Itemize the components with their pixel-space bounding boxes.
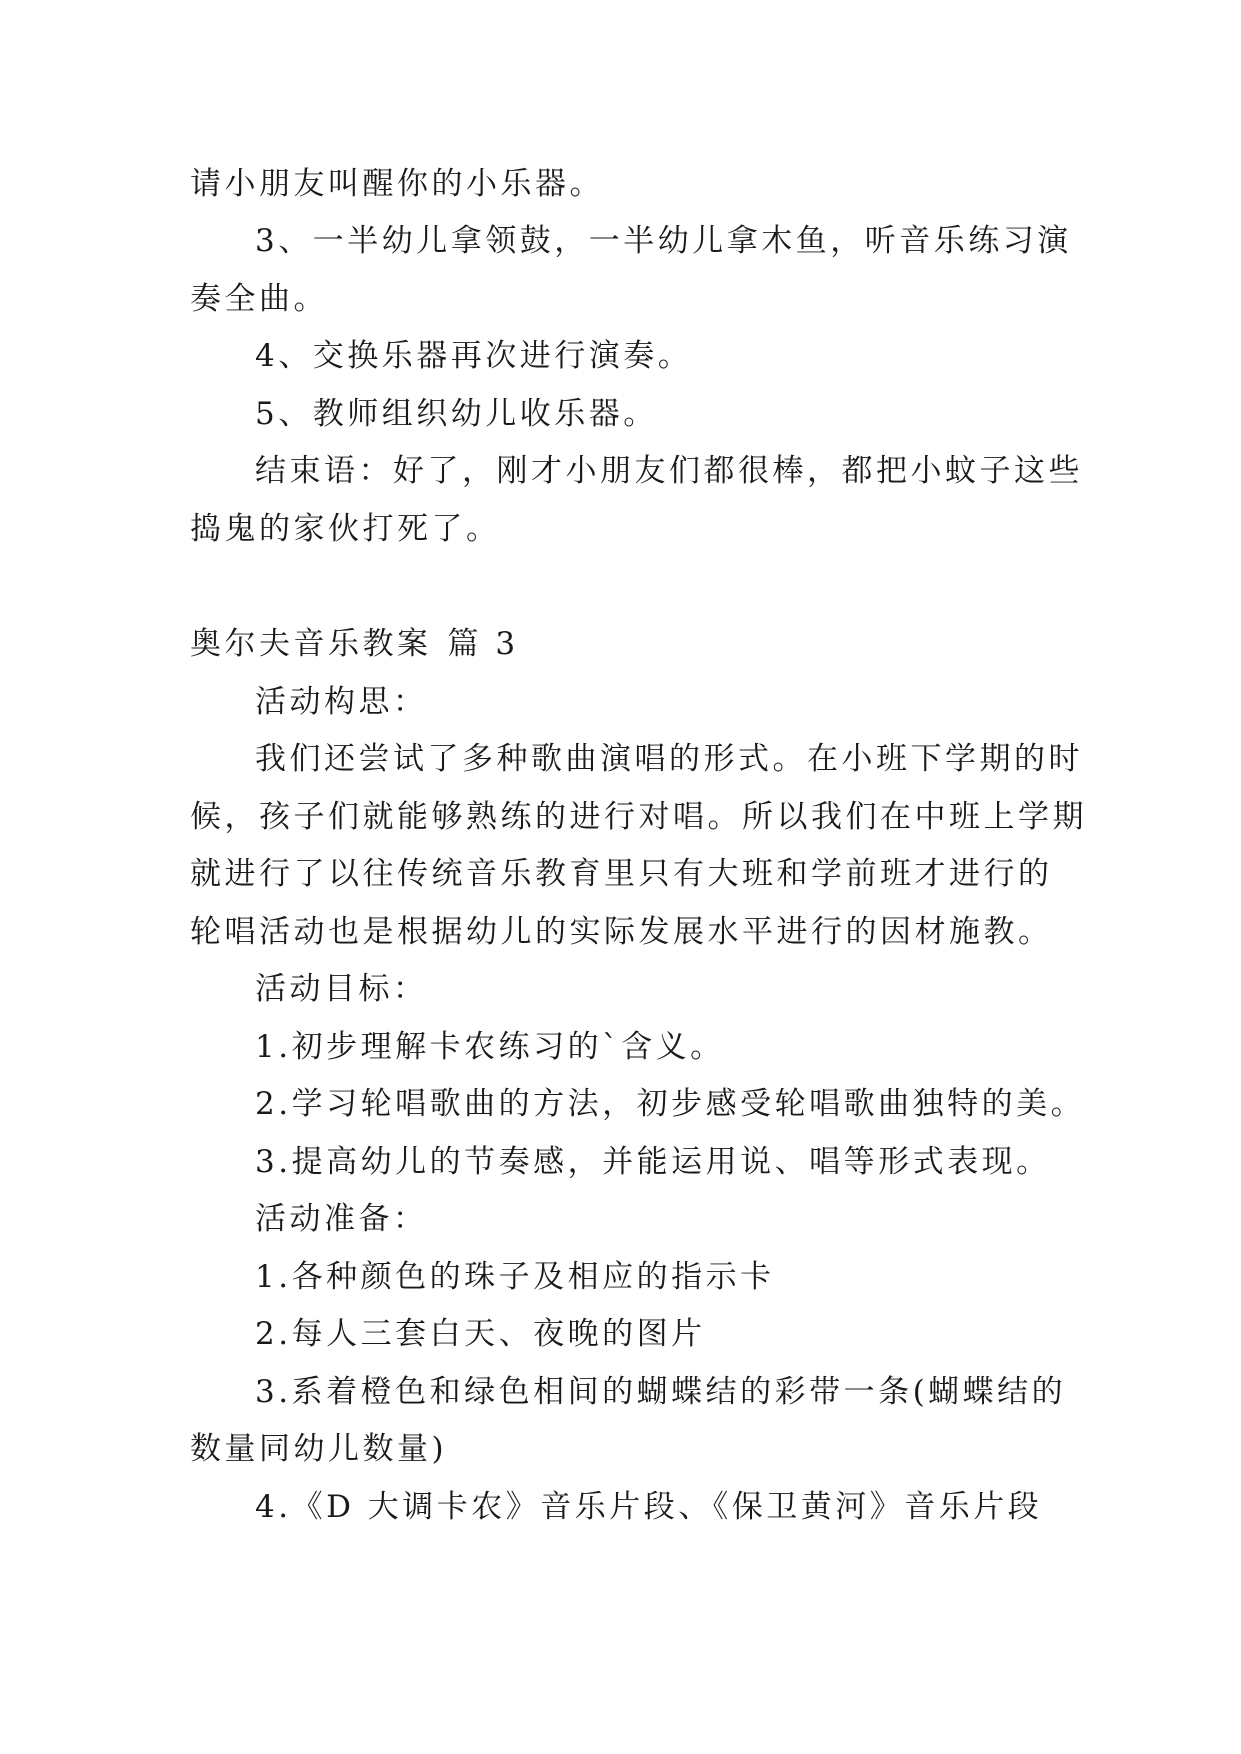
prep-4: 4.《D 大调卡农》音乐片段、《保卫黄河》音乐片段: [255, 1489, 1043, 1525]
goal-1: 1.初步理解卡农练习的`含义。: [255, 1029, 725, 1065]
prep-3-line-1: 3.系着橙色和绿色相间的蝴蝶结的彩带一条(蝴蝶结的: [255, 1374, 1067, 1410]
prep-1: 1.各种颜色的珠子及相应的指示卡: [255, 1259, 775, 1295]
ending-line-1: 结束语：好了，刚才小朋友们都很棒，都把小蚊子这些: [255, 453, 1083, 489]
step-3-line-2: 奏全曲。: [190, 281, 328, 317]
idea-line-3: 就进行了以往传统音乐教育里只有大班和学前班才进行的: [190, 856, 1053, 892]
step-5: 5、教师组织幼儿收乐器。: [255, 396, 658, 432]
idea-line-1: 我们还尝试了多种歌曲演唱的形式。在小班下学期的时: [255, 741, 1083, 777]
goal-2: 2.学习轮唱歌曲的方法，初步感受轮唱歌曲独特的美。: [255, 1086, 1086, 1122]
step-3-line-1: 3、一半幼儿拿领鼓，一半幼儿拿木鱼，听音乐练习演: [255, 223, 1072, 259]
step-4: 4、交换乐器再次进行演奏。: [255, 338, 693, 374]
idea-heading: 活动构思：: [255, 684, 428, 720]
ending-line-2: 捣鬼的家伙打死了。: [190, 511, 501, 547]
idea-line-4: 轮唱活动也是根据幼儿的实际发展水平进行的因材施教。: [190, 914, 1053, 950]
idea-line-2: 候，孩子们就能够熟练的进行对唱。所以我们在中班上学期: [190, 799, 1087, 835]
section-heading: [190, 624, 519, 664]
paragraph-continuation: 请小朋友叫醒你的小乐器。: [190, 166, 604, 202]
goal-heading: 活动目标：: [255, 971, 428, 1007]
prep-3-line-2: 数量同幼儿数量): [190, 1431, 448, 1467]
goal-3: 3.提高幼儿的节奏感，并能运用说、唱等形式表现。: [255, 1144, 1051, 1180]
section-title: 奥尔夫音乐教案: [190, 626, 432, 662]
section-number: 篇 3: [447, 626, 519, 662]
prep-2: 2.每人三套白天、夜晚的图片: [255, 1316, 706, 1352]
prep-heading: 活动准备：: [255, 1201, 428, 1237]
